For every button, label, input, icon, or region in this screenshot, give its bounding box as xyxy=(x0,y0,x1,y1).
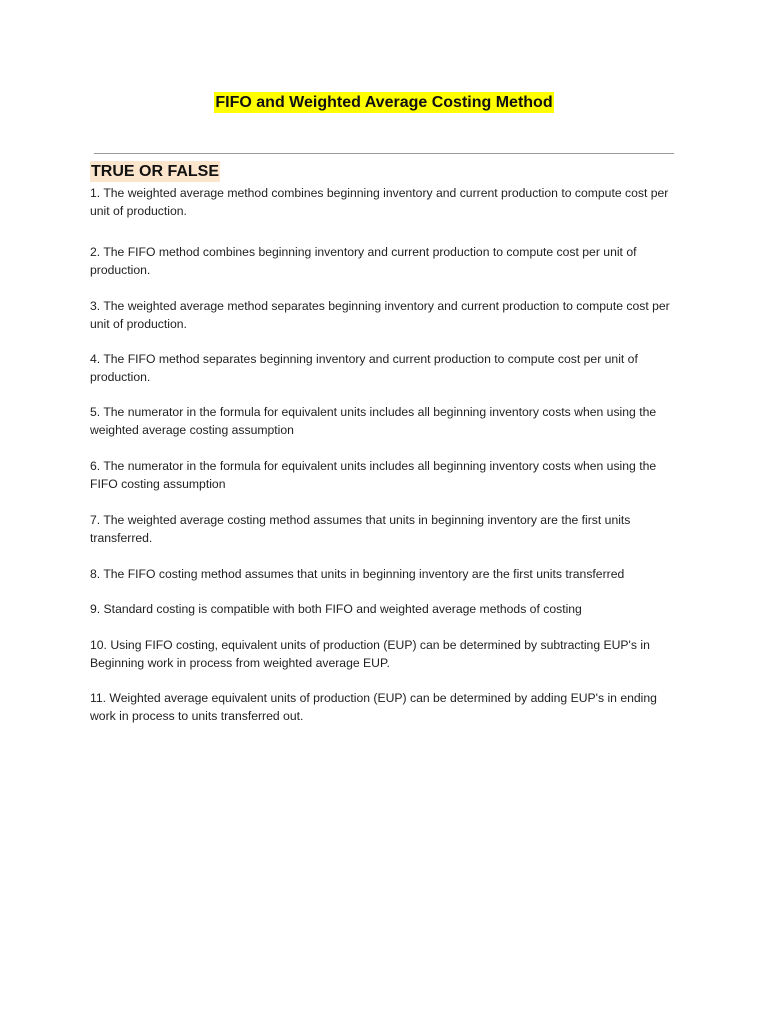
page-title-container xyxy=(0,92,768,113)
question-item: 5. The numerator in the formula for equivalent units includes all beginning inventory costs when using the weighted average costing assumption xyxy=(90,405,657,437)
question-item: 7. The weighted average costing method assumes that units in beginning inventory are the first units transferred. xyxy=(90,513,631,545)
question-item: 2. The FIFO method combines beginning inventory and current production to compute cost per unit of production. xyxy=(90,245,637,277)
question-item: 1. The weighted average method combines beginning inventory and current production to compute cost per unit of production. xyxy=(90,186,669,218)
page-title: FIFO and Weighted Average Costing Method xyxy=(215,94,553,111)
question-item: 11. Weighted average equivalent units of production (EUP) can be determined by adding EUP's in ending work in process to units transferred out. xyxy=(90,691,657,723)
question-item: 6. The numerator in the formula for equivalent units includes all beginning inventory costs when using the FIFO costing assumption xyxy=(90,459,657,491)
question-item: 4. The FIFO method separates beginning inventory and current production to compute cost per unit of production. xyxy=(90,352,638,384)
question-item: 3. The weighted average method separates beginning inventory and current production to compute cost per unit of production. xyxy=(90,299,670,331)
section-heading: TRUE OR FALSE xyxy=(91,163,220,180)
question-item: 10. Using FIFO costing, equivalent units of production (EUP) can be determined by subtracting EUP's in Beginning work in process from weighted average EUP. xyxy=(90,638,650,670)
question-item: 8. The FIFO costing method assumes that units in beginning inventory are the first units transferred xyxy=(90,567,625,581)
horizontal-divider xyxy=(94,153,674,154)
question-item: 9. Standard costing is compatible with both FIFO and weighted average methods of costing xyxy=(90,602,582,616)
